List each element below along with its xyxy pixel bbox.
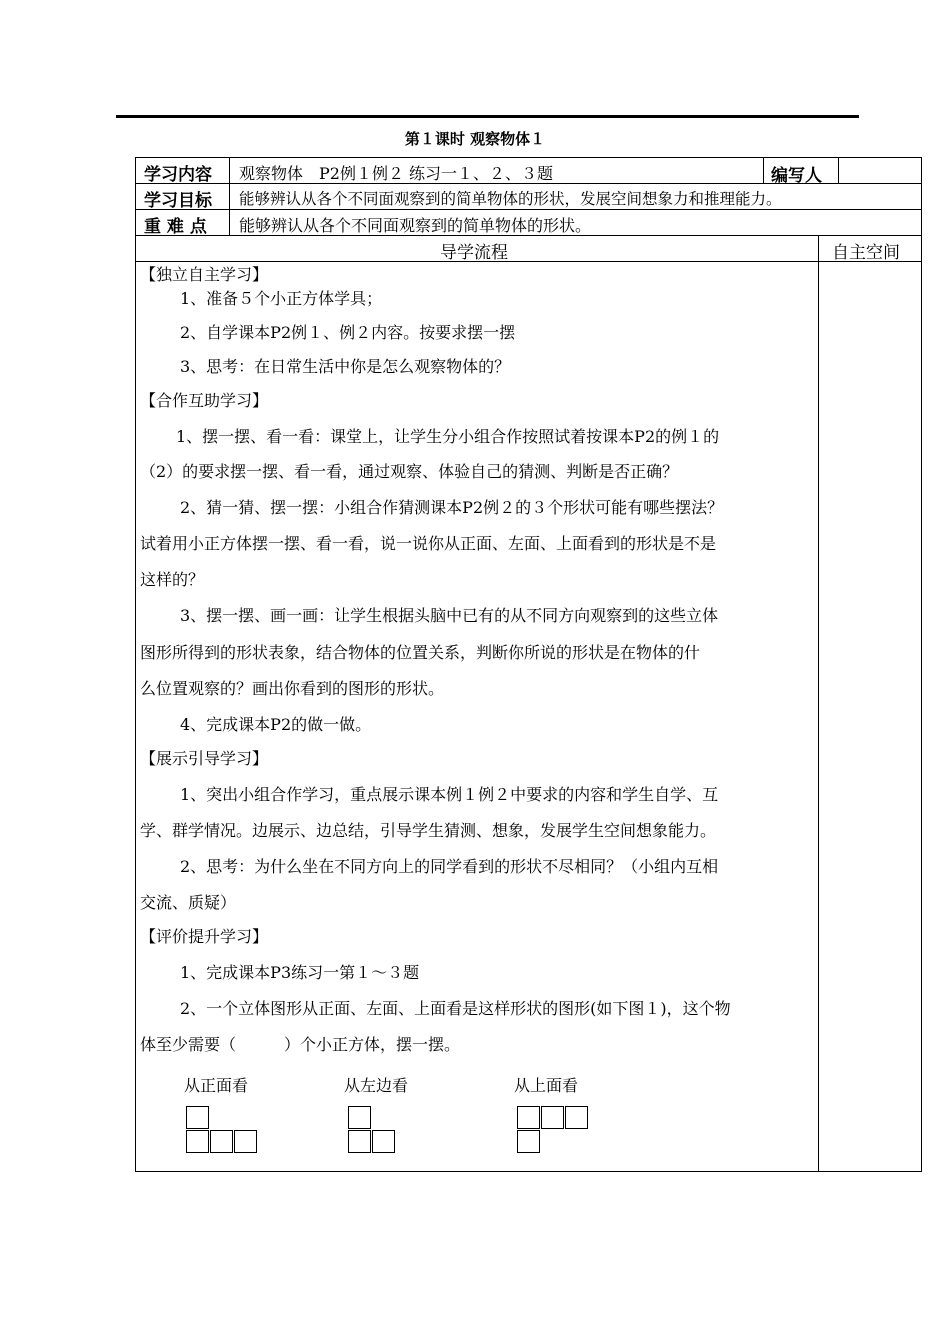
col-divider <box>818 235 819 1172</box>
body-line: 2、猜一猜、摆一摆：小组合作猜测课本P2例２的３个形状可能有哪些摆法？ <box>180 498 724 517</box>
cube-square <box>517 1106 540 1129</box>
col-divider <box>763 157 764 184</box>
body-line: 这样的？ <box>140 570 205 589</box>
page-title: 第１课时 观察物体１ <box>404 130 546 148</box>
body-line: 体至少需要（ ）个小正方体，摆一摆。 <box>140 1035 461 1054</box>
col-divider <box>838 157 839 184</box>
section-title: 【评价提升学习】 <box>140 927 269 946</box>
body-line: 学、群学情况。边展示、边总结，引导学生猜测、想象，发展学生空间想象能力。 <box>140 821 717 840</box>
space-label: 自主空间 <box>832 243 900 263</box>
content-value: 观察物体 P2例１例２ 练习一１、２、３题 <box>239 164 554 183</box>
body-line: （2）的要求摆一摆、看一看，通过观察、体验自己的猜测、判断是否正确？ <box>140 462 679 481</box>
top-view-label: 从上面看 <box>514 1076 579 1095</box>
body-line: 么位置观察的？画出你看到的图形的形状。 <box>140 679 445 698</box>
header-rule <box>116 115 859 118</box>
cube-square <box>186 1130 209 1153</box>
cube-square <box>234 1130 257 1153</box>
body-line: 2、自学课本P2例１、例２内容。按要求摆一摆 <box>180 323 516 342</box>
cube-square <box>565 1106 588 1129</box>
cube-square <box>348 1106 371 1129</box>
section-title: 【展示引导学习】 <box>140 749 269 768</box>
body-line: 2、思考：为什么坐在不同方向上的同学看到的形状不尽相同？（小组内互相 <box>180 857 719 876</box>
cube-square <box>372 1130 395 1153</box>
body-line: 3、摆一摆、画一画：让学生根据头脑中已有的从不同方向观察到的这些立体 <box>180 606 719 625</box>
cube-square <box>348 1130 371 1153</box>
cube-square <box>210 1130 233 1153</box>
key-value: 能够辨认从各个不同面观察到的简单物体的形状。 <box>239 216 592 235</box>
lesson-table <box>135 157 922 1172</box>
author-label: 编写人 <box>771 166 822 186</box>
body-line: 1、准备５个小正方体学具； <box>180 289 383 308</box>
front-view-label: 从正面看 <box>184 1076 249 1095</box>
left-view-label: 从左边看 <box>344 1076 409 1095</box>
body-line: 1、突出小组合作学习，重点展示课本例１例２中要求的内容和学生自学、互 <box>180 785 719 804</box>
cube-square <box>517 1130 540 1153</box>
key-label: 重 难 点 <box>144 217 207 237</box>
body-line: 2、一个立体图形从正面、左面、上面看是这样形状的图形(如下图１)，这个物 <box>180 999 731 1018</box>
body-line: 3、思考：在日常生活中你是怎么观察物体的？ <box>180 357 511 376</box>
goal-label: 学习目标 <box>144 191 212 211</box>
cube-square <box>541 1106 564 1129</box>
content-label: 学习内容 <box>144 165 212 185</box>
body-line: 1、完成课本P3练习一第１～３题 <box>180 963 420 982</box>
goal-value: 能够辨认从各个不同面观察到的简单物体的形状，发展空间想象力和推理能力。 <box>239 190 782 208</box>
body-line: 图形所得到的形状表象，结合物体的位置关系，判断你所说的形状是在物体的什 <box>140 643 701 662</box>
body-line: 1、摆一摆、看一看：课堂上，让学生分小组合作按照试着按课本P2的例１的 <box>176 427 720 446</box>
row-divider <box>135 209 922 210</box>
col-divider <box>229 157 230 236</box>
section-title: 【独立自主学习】 <box>140 265 269 284</box>
cube-square <box>186 1106 209 1129</box>
flow-label: 导学流程 <box>440 243 508 263</box>
body-line: 试着用小正方体摆一摆、看一看，说一说你从正面、左面、上面看到的形状是不是 <box>140 534 717 553</box>
body-line: 4、完成课本P2的做一做。 <box>180 715 372 734</box>
body-line: 交流、质疑） <box>140 893 237 912</box>
section-title: 【合作互助学习】 <box>140 391 269 410</box>
